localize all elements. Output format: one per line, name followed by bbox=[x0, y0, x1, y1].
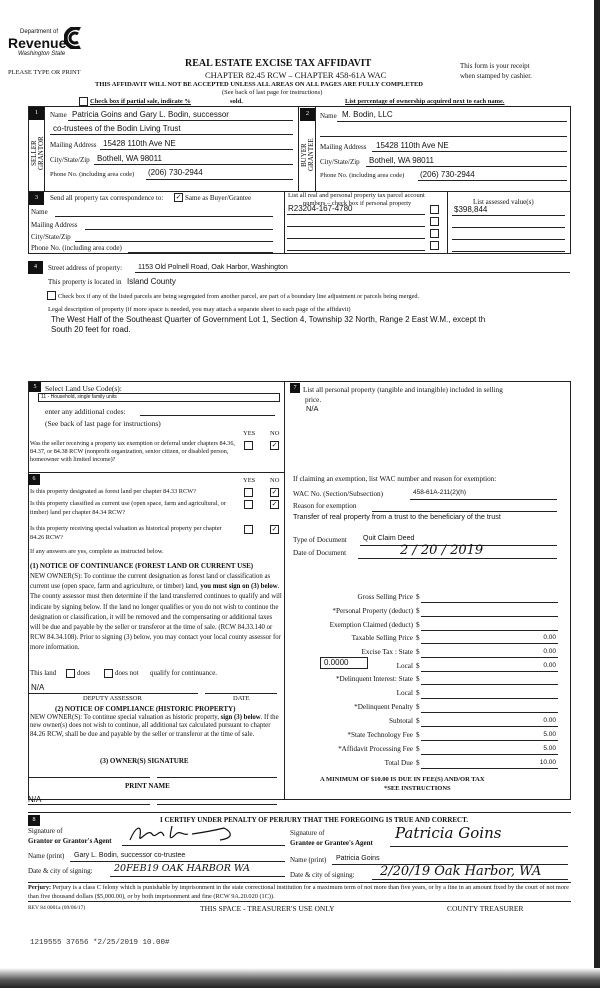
historical-question: Is this property receiving special valuation as historical property per chapter 84.26 RCW? bbox=[30, 525, 222, 541]
tax-row-value: 0.00 bbox=[543, 648, 556, 655]
document-date[interactable]: 2 / 20 / 2019 bbox=[400, 543, 484, 558]
wac-number[interactable]: 458-61A-211(2)(h) bbox=[413, 489, 466, 496]
section-number: 5 bbox=[29, 382, 41, 392]
no-checkbox[interactable]: ✓ bbox=[271, 500, 278, 508]
tax-row-field[interactable] bbox=[421, 616, 558, 617]
phone-label: Phone No. (including area code) bbox=[320, 172, 405, 179]
see-instructions: *SEE INSTRUCTIONS bbox=[384, 785, 451, 792]
section-number: 8 bbox=[28, 815, 40, 826]
county-treasurer: COUNTY TREASURER bbox=[447, 904, 524, 913]
seller-name-1[interactable]: Patricia Goins and Gary L. Bodin, successor bbox=[72, 110, 229, 119]
section-number: 4 bbox=[28, 261, 43, 274]
dollar-sign: $ bbox=[416, 634, 420, 642]
personal-property-checkbox[interactable] bbox=[430, 229, 439, 238]
see-back: (See back of last page for instructions) bbox=[45, 419, 161, 428]
field-line bbox=[50, 134, 293, 135]
dollar-sign: $ bbox=[416, 662, 420, 670]
field-line bbox=[68, 120, 293, 121]
wac-label: WAC No. (Section/Subsection) bbox=[293, 490, 384, 498]
land-use-label: Select Land Use Code(s): bbox=[45, 384, 122, 393]
street-address[interactable]: 1153 Old Polnell Road, Oak Harbor, Washington bbox=[138, 264, 288, 271]
city-label: City/State/Zip bbox=[50, 156, 90, 164]
dollar-sign: $ bbox=[416, 717, 420, 725]
field-line bbox=[135, 272, 570, 273]
phone-field[interactable] bbox=[128, 252, 273, 253]
receipt-note-1: This form is your receipt bbox=[460, 62, 530, 70]
tax-row-value: 5.00 bbox=[543, 745, 556, 752]
exemption-heading: If claiming an exemption, list WAC number and reason for exemption: bbox=[293, 475, 497, 483]
deputy-assessor-value[interactable]: N/A bbox=[31, 683, 45, 692]
exemption-question: Was the seller receiving a property tax exemption or deferral under chapters 84.36, 84.37, or 84.38 RCW (nonprofit organization, senior citizen, or disabled person, homeowner with limited income)? bbox=[30, 440, 235, 463]
tax-row-label: *Personal Property (deduct) bbox=[332, 607, 413, 615]
field-line bbox=[146, 179, 293, 180]
legal-description-label: Legal description of property (if more space is needed, you may attach a separate sheet to each page of the affidavit) bbox=[48, 306, 351, 313]
see-back: (See back of last page for instructions) bbox=[222, 89, 323, 96]
tax-row-field[interactable] bbox=[421, 602, 558, 603]
signature-label: Signature of bbox=[290, 829, 325, 837]
owner-signature-field[interactable] bbox=[28, 777, 150, 778]
assessed-value[interactable]: $398,844 bbox=[454, 205, 488, 214]
segregated-label: Check box if any of the listed parcels are being segregated from another parcel, are part of a boundary line adjustment or parcels being merged. bbox=[58, 293, 420, 300]
logo-dept: Department of bbox=[20, 29, 59, 35]
legal-description-line-1[interactable]: The West Half of the Southeast Quarter of Government Lot 1, Section 4, Township 32 North, Range 2 East W.M., except th bbox=[51, 315, 486, 324]
minimum-due-notice: A MINIMUM OF $10.00 IS DUE IN FEE(S) AND/OR TAX bbox=[320, 776, 485, 783]
field-line bbox=[337, 121, 567, 122]
personal-property-value[interactable]: N/A bbox=[306, 404, 319, 413]
grantor-name[interactable]: Gary L. Bodin, successor co-trustee bbox=[74, 852, 186, 859]
exemption-reason[interactable]: Transfer of real property from a trust to the beneficiary of the trust bbox=[293, 512, 501, 521]
tax-row-value: 5.00 bbox=[543, 731, 556, 738]
compliance-title: (2) NOTICE OF COMPLIANCE (HISTORIC PROPERTY) bbox=[55, 705, 236, 713]
name-field[interactable] bbox=[55, 216, 273, 217]
tax-row-field[interactable] bbox=[421, 684, 558, 685]
yes-header: YES bbox=[243, 430, 256, 437]
tax-row-label: Gross Selling Price bbox=[357, 593, 413, 601]
treasurer-stamp: 1219555 37656 *2/25/2019 10.00# bbox=[30, 939, 170, 947]
same-as-buyer-checkbox[interactable]: ✓ bbox=[175, 193, 182, 201]
yes-checkbox[interactable] bbox=[244, 500, 253, 509]
grantor-signature bbox=[126, 822, 246, 846]
mailing-label: Mailing Address bbox=[31, 221, 78, 229]
dollar-sign: $ bbox=[416, 689, 420, 697]
field-line bbox=[418, 180, 567, 181]
parcel-number[interactable]: R23204-167-4780 bbox=[288, 204, 353, 213]
dollar-sign: $ bbox=[416, 745, 420, 753]
name-label: Name bbox=[50, 111, 67, 119]
does-not-checkbox[interactable] bbox=[104, 669, 113, 678]
yes-checkbox[interactable] bbox=[244, 488, 253, 497]
section-number: 7 bbox=[290, 383, 300, 393]
grantee-signature: Patricia Goins bbox=[395, 824, 502, 842]
yes-header: YES bbox=[243, 477, 256, 484]
deputy-assessor-label: DEPUTY ASSESSOR bbox=[83, 695, 142, 702]
tax-row-value: 0.00 bbox=[543, 662, 556, 669]
city-field[interactable] bbox=[75, 241, 273, 242]
buyer-name[interactable]: M. Bodin, LLC bbox=[342, 110, 393, 119]
print-name-label: PRINT NAME bbox=[125, 782, 170, 790]
dollar-sign: $ bbox=[416, 621, 420, 629]
form-revision: REV 84 0001a (09/06/17) bbox=[28, 905, 86, 911]
dollar-sign: $ bbox=[416, 675, 420, 683]
legal-description-line-2[interactable]: South 20 feet for road. bbox=[51, 325, 131, 334]
date-city-label: Date & city of signing: bbox=[290, 871, 355, 879]
date-label: DATE bbox=[233, 695, 250, 702]
no-checkbox[interactable]: ✓ bbox=[271, 441, 278, 449]
document-type[interactable]: Quit Claim Deed bbox=[363, 535, 415, 542]
dollar-sign: $ bbox=[416, 703, 420, 711]
doctype-label: Type of Document bbox=[293, 536, 347, 544]
mailing-field[interactable] bbox=[85, 229, 273, 230]
partial-sale-checkbox[interactable] bbox=[79, 97, 88, 106]
receipt-note-2: when stamped by cashier. bbox=[460, 72, 532, 80]
seller-grantor-label: SELLER GRANTOR bbox=[30, 136, 45, 170]
buyer-city[interactable]: Bothell, WA 98011 bbox=[369, 156, 434, 165]
qualify-label: qualify for continuance. bbox=[150, 669, 218, 677]
this-land-label: This land bbox=[30, 669, 57, 677]
if-any-note: If any answers are yes, complete as instructed below. bbox=[30, 548, 164, 555]
field-line bbox=[366, 166, 567, 167]
section-number: 1 bbox=[29, 107, 44, 120]
seller-mailing[interactable]: 15428 110th Ave NE bbox=[103, 139, 176, 148]
name-print-label: Name (print) bbox=[28, 852, 65, 860]
section-number: 3 bbox=[29, 192, 44, 205]
personal-property-checkbox[interactable] bbox=[430, 241, 439, 250]
tax-row-field[interactable] bbox=[421, 754, 558, 755]
personal-property-label: List all personal property (tangible and intangible) included in selling bbox=[303, 386, 503, 394]
mailing-label: Mailing Address bbox=[50, 141, 97, 149]
docdate-label: Date of Document bbox=[293, 549, 347, 557]
tax-row-label: *Delinquent Penalty bbox=[354, 703, 413, 711]
mailing-label: Mailing Address bbox=[320, 143, 367, 151]
compliance-body: NEW OWNER(S): To continue special valuation as historic property, sign (3) below. If the new owner(s) does not wish to continue, all additional tax calculated pursuant to chapter 84.26 RCW, shall be due and payable by the seller or transferor at the time of sale. bbox=[30, 714, 279, 738]
parcel-header: List all real and personal property tax parcel account bbox=[288, 192, 425, 199]
date-city-label: Date & city of signing: bbox=[28, 867, 93, 875]
tax-row-label: Local bbox=[396, 689, 413, 697]
warning: THIS AFFIDAVIT WILL NOT BE ACCEPTED UNLESS ALL AREAS ON ALL PAGES ARE FULLY COMPLETED bbox=[95, 81, 423, 88]
tax-row-label: *Affidavit Processing Fee bbox=[338, 745, 413, 753]
name-print-label: Name (print) bbox=[290, 856, 327, 864]
grantee-agent-label: Grantee or Grantee's Agent bbox=[290, 839, 373, 847]
logo-mark-icon bbox=[64, 27, 84, 49]
tax-row-field[interactable] bbox=[421, 630, 558, 631]
form-title: REAL ESTATE EXCISE TAX AFFIDAVIT bbox=[185, 58, 372, 69]
list-pct-label: List percentage of ownership acquired next to each name. bbox=[345, 98, 505, 105]
name-label: Name bbox=[320, 112, 337, 120]
tax-row-label: *State Technology Fee bbox=[347, 731, 413, 739]
tax-row-field[interactable] bbox=[421, 740, 558, 741]
forest-land-question: Is this property designated as forest land per chapter 84.33 RCW? bbox=[30, 488, 196, 495]
tax-row-label: Excise Tax : State bbox=[361, 648, 413, 656]
same-as-buyer-label: Same as Buyer/Grantee bbox=[185, 194, 252, 202]
dollar-sign: $ bbox=[416, 607, 420, 615]
seller-city[interactable]: Bothell, WA 98011 bbox=[97, 154, 162, 163]
tax-row-label: Subtotal bbox=[389, 717, 413, 725]
section-number: 6 bbox=[28, 474, 40, 485]
scan-edge bbox=[594, 0, 600, 988]
please-type: PLEASE TYPE OR PRINT bbox=[8, 69, 81, 76]
does-label: does bbox=[77, 669, 90, 677]
treasurer-use: THIS SPACE - TREASURER'S USE ONLY bbox=[200, 904, 335, 913]
print-name-value[interactable]: N/A bbox=[28, 795, 42, 804]
segregated-checkbox[interactable] bbox=[47, 291, 56, 300]
additional-codes-field[interactable] bbox=[140, 415, 275, 416]
field-line bbox=[100, 149, 293, 150]
does-checkbox[interactable] bbox=[66, 669, 75, 678]
field-line bbox=[372, 151, 567, 152]
tax-row-value: 0.00 bbox=[543, 717, 556, 724]
owner-signature-field[interactable] bbox=[157, 777, 277, 778]
grantee-date-city[interactable]: 2/20/19 Oak Harbor, WA bbox=[380, 864, 542, 879]
tax-row-field[interactable] bbox=[421, 698, 558, 699]
no-checkbox[interactable]: ✓ bbox=[271, 488, 278, 496]
tax-row-field[interactable] bbox=[421, 726, 558, 727]
partial-sale-label: Check box if partial sale, indicate % bbox=[90, 98, 191, 105]
tax-row-label: Taxable Selling Price bbox=[351, 634, 413, 642]
assessed-header: List assessed value(s) bbox=[473, 198, 534, 206]
certify-statement: I CERTIFY UNDER PENALTY OF PERJURY THAT THE FOREGOING IS TRUE AND CORRECT. bbox=[160, 816, 469, 824]
phone-label: Phone No. (including area code) bbox=[31, 244, 122, 252]
phone-label: Phone No. (including area code) bbox=[50, 171, 135, 178]
tax-row-value: 10.00 bbox=[539, 759, 556, 766]
chapter: CHAPTER 82.45 RCW – CHAPTER 458-61A WAC bbox=[205, 70, 387, 80]
reason-label: Reason for exemption bbox=[293, 502, 357, 510]
buyer-grantee-label: BUYER GRANTEE bbox=[300, 138, 315, 172]
send-correspondence-label: Send all property tax correspondence to: bbox=[50, 194, 164, 202]
field-line bbox=[94, 164, 293, 165]
tax-row-field[interactable] bbox=[421, 643, 558, 644]
tax-row-label: Total Due bbox=[384, 759, 413, 767]
grantor-signature-field[interactable] bbox=[122, 845, 285, 846]
buyer-phone[interactable]: (206) 730-2944 bbox=[420, 170, 475, 179]
dollar-sign: $ bbox=[416, 731, 420, 739]
tax-row-label: Exemption Claimed (deduct) bbox=[329, 621, 413, 629]
county[interactable]: Island County bbox=[127, 277, 176, 286]
perjury-notice: Perjury: Perjury is a class C felony which is punishable by imprisonment in the state correctional institution for a maximum term of not more than five years, or by a fine in an amount fixed by the court of not more than five thousand dollars ($5,000.00), or by both imprisonment and fine (RCW 9A.20.020 (1C)). bbox=[28, 884, 569, 900]
grantee-signature-field[interactable] bbox=[390, 846, 568, 847]
located-label: This property is located in bbox=[48, 278, 122, 286]
local-rate: 0.0000 bbox=[324, 658, 349, 667]
no-header: NO bbox=[270, 430, 280, 437]
does-not-label: does not bbox=[115, 669, 139, 677]
owner-signature-title: (3) OWNER(S) SIGNATURE bbox=[100, 757, 189, 765]
tax-row-field[interactable] bbox=[421, 657, 558, 658]
signature-label: Signature of bbox=[28, 827, 63, 835]
dollar-sign: $ bbox=[416, 759, 420, 767]
no-header: NO bbox=[270, 477, 280, 484]
sold-label: sold. bbox=[230, 98, 243, 105]
no-checkbox[interactable]: ✓ bbox=[271, 525, 278, 533]
name-label: Name bbox=[31, 208, 48, 216]
grantor-date-city[interactable]: 20FEB19 OAK HARBOR WA bbox=[114, 863, 251, 874]
tax-row-value: 0.00 bbox=[543, 634, 556, 641]
current-use-question: Is this property classified as current use (open space, farm and agricultural, or timber) land per chapter 84.34 RCW? bbox=[30, 500, 226, 516]
parcel-header-2: numbers – check box if personal property bbox=[303, 200, 412, 207]
buyer-mailing[interactable]: 15428 110th Ave NE bbox=[376, 141, 449, 150]
city-label: City/State/Zip bbox=[320, 158, 360, 166]
grantee-name[interactable]: Patricia Goins bbox=[336, 855, 380, 862]
section-number: 2 bbox=[300, 108, 315, 121]
personal-property-checkbox[interactable] bbox=[430, 205, 439, 214]
grantor-agent-label: Grantor or Grantor's Agent bbox=[28, 837, 112, 845]
tax-row-label: Local bbox=[396, 662, 413, 670]
land-use-code: 11 - Household, single family units bbox=[41, 394, 117, 400]
price-label: price. bbox=[305, 396, 322, 404]
yes-checkbox[interactable] bbox=[244, 441, 253, 450]
city-label: City/State/Zip bbox=[31, 233, 71, 241]
scan-bottom-edge bbox=[0, 968, 600, 988]
tax-row-field[interactable] bbox=[421, 671, 558, 672]
street-label: Street address of property: bbox=[48, 264, 123, 272]
personal-property-checkbox[interactable] bbox=[430, 217, 439, 226]
field-line bbox=[320, 136, 567, 137]
additional-codes-label: enter any additional codes: bbox=[45, 407, 126, 416]
tax-row-field[interactable] bbox=[421, 768, 558, 769]
dollar-sign: $ bbox=[416, 593, 420, 601]
continuance-title: (1) NOTICE OF CONTINUANCE (FOREST LAND OR CURRENT USE) bbox=[30, 562, 254, 570]
yes-checkbox[interactable] bbox=[244, 525, 253, 534]
tax-row-field[interactable] bbox=[421, 712, 558, 713]
seller-name-2[interactable]: co-trustees of the Bodin Living Trust bbox=[53, 124, 181, 133]
continuance-body: NEW OWNER(S): To continue the current designation as forest land or classification as current use (open space, farm and agriculture, or timber) land, you must sign on (3) below. The county assessor must then determine if the land transferred continues to qualify and will indicate by signing below. If the land no longer qualifies or you do not wish to continue the designation or classification, it will be removed and the compensating or additional taxes will be due and payable by the seller or transferor at the time of sale. (RCW 84.33.140 or RCW 84.34.108). Prior to signing (3) below, you may contact your local county assessor for more information. bbox=[30, 573, 282, 652]
logo-revenue: Revenue bbox=[8, 35, 67, 51]
dollar-sign: $ bbox=[416, 648, 420, 656]
tax-row-label: *Delinquent Interest: State bbox=[335, 675, 413, 683]
logo-state: Washington State bbox=[18, 51, 66, 57]
seller-phone[interactable]: (206) 730-2944 bbox=[148, 168, 203, 177]
